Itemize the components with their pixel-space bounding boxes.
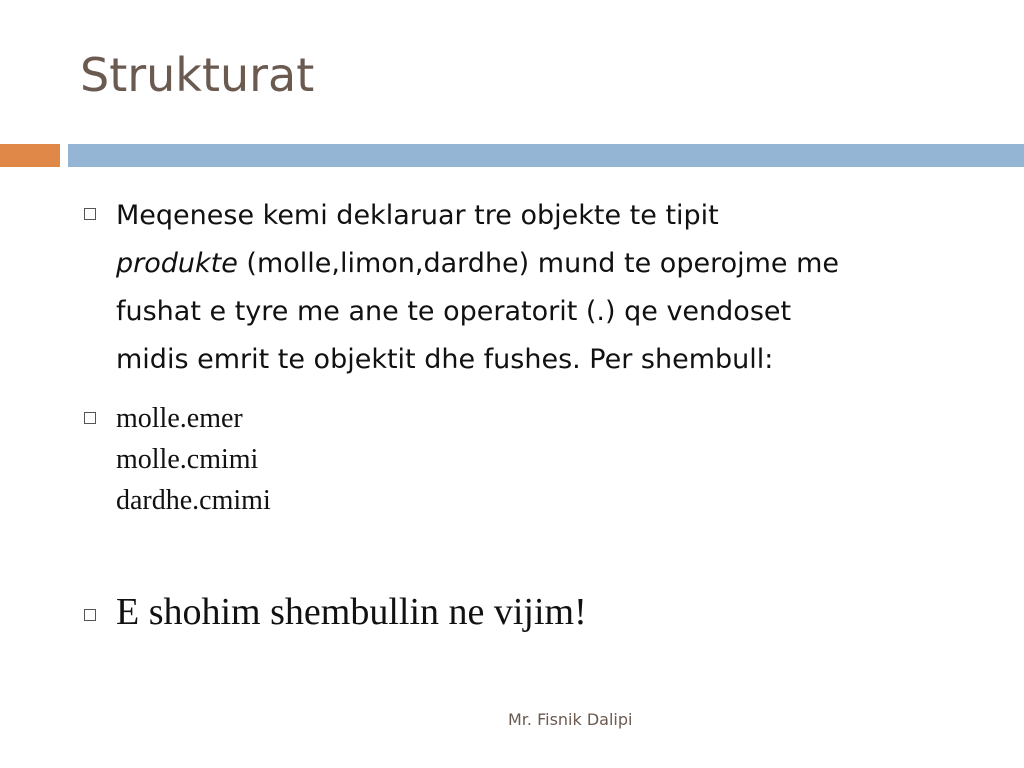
accent-bar-orange xyxy=(0,144,60,167)
bullet-text-1 xyxy=(116,192,996,384)
hollow-square-bullet-icon xyxy=(84,412,96,424)
bullet-1-line-2-rest: (molle,limon,dardhe) mund te operojme me xyxy=(237,248,840,279)
bullet-1-line-4: midis emrit te objektit dhe fushes. Per shembull: xyxy=(116,344,774,375)
bullet-1-line-3: fushat e tyre me ane te operatorit (.) qe vendoset xyxy=(116,296,792,327)
hollow-square-bullet-icon xyxy=(84,208,96,220)
bullet-1-italic-word: produkte xyxy=(116,248,238,279)
hollow-square-bullet-icon xyxy=(84,609,96,621)
code-line: dardhe.cmimi xyxy=(116,485,271,516)
code-line: molle.cmimi xyxy=(116,444,259,475)
bullet-1-line-2 xyxy=(116,240,996,288)
bullet-1-line-1: Meqenese kemi deklaruar tre objekte te tipit xyxy=(116,200,719,231)
slide-footer: Mr. Fisnik Dalipi xyxy=(508,710,633,729)
code-line: molle.emer xyxy=(116,403,243,434)
accent-bar-blue xyxy=(68,144,1024,167)
slide-title: Strukturat xyxy=(80,48,315,102)
bullet-text-3: E shohim shembullin ne vijim! xyxy=(116,591,587,633)
bullet-text-2 xyxy=(116,398,271,521)
